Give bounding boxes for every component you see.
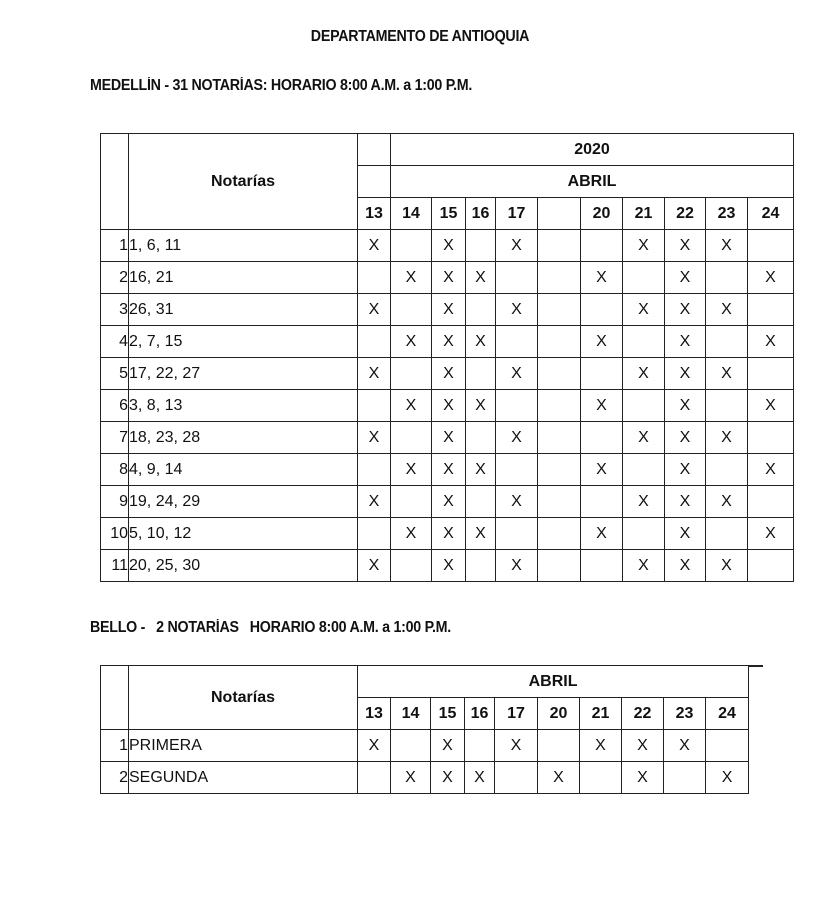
schedule-mark: X: [466, 454, 496, 486]
schedule-mark: [706, 518, 748, 550]
schedule-mark: [748, 422, 794, 454]
schedule-mark: [581, 422, 623, 454]
header-empty-cell: [358, 166, 391, 198]
schedule-mark: X: [748, 390, 794, 422]
schedule-mark: X: [623, 358, 665, 390]
schedule-mark: [581, 230, 623, 262]
schedule-mark: [581, 294, 623, 326]
schedule-mark: X: [465, 762, 495, 794]
schedule-mark: [358, 262, 391, 294]
day-header: 24: [748, 198, 794, 230]
table-row: [101, 422, 794, 454]
schedule-mark: X: [706, 230, 748, 262]
schedule-mark: X: [623, 294, 665, 326]
schedule-mark: X: [706, 358, 748, 390]
schedule-mark: [391, 358, 432, 390]
medellin-heading: MEDELLÍN - 31 NOTARÍAS: HORARIO 8:00 A.M. a 1:00 P.M.: [90, 77, 473, 94]
schedule-mark: X: [358, 730, 391, 762]
notaria-name: 1, 6, 11: [129, 230, 358, 262]
schedule-mark: [581, 358, 623, 390]
schedule-mark: X: [432, 454, 466, 486]
header-notarias: Notarías: [129, 666, 358, 730]
schedule-mark: X: [358, 486, 391, 518]
schedule-mark: X: [496, 550, 538, 582]
schedule-mark: X: [748, 326, 794, 358]
schedule-mark: [538, 358, 581, 390]
header-year: 2020: [391, 134, 794, 166]
schedule-mark: X: [581, 326, 623, 358]
day-header: [538, 198, 581, 230]
schedule-mark: X: [391, 762, 431, 794]
schedule-mark: X: [496, 358, 538, 390]
schedule-mark: X: [432, 294, 466, 326]
schedule-mark: [748, 294, 794, 326]
table-row: [101, 390, 794, 422]
schedule-mark: [623, 326, 665, 358]
schedule-mark: X: [665, 518, 706, 550]
header-row-month: [101, 666, 749, 698]
schedule-mark: [538, 550, 581, 582]
schedule-mark: [538, 486, 581, 518]
schedule-mark: X: [665, 390, 706, 422]
schedule-mark: X: [358, 550, 391, 582]
header-num-cell: [101, 134, 129, 230]
schedule-mark: [466, 486, 496, 518]
schedule-mark: [496, 518, 538, 550]
schedule-mark: X: [496, 422, 538, 454]
schedule-mark: [496, 390, 538, 422]
schedule-mark: X: [358, 230, 391, 262]
schedule-mark: [391, 730, 431, 762]
notaria-name: 17, 22, 27: [129, 358, 358, 390]
notaria-name: 26, 31: [129, 294, 358, 326]
schedule-mark: [581, 550, 623, 582]
day-header: 21: [623, 198, 665, 230]
schedule-mark: [391, 230, 432, 262]
schedule-mark: [538, 326, 581, 358]
row-number: 11: [101, 550, 129, 582]
schedule-mark: X: [432, 262, 466, 294]
notaria-name: 20, 25, 30: [129, 550, 358, 582]
schedule-mark: [358, 326, 391, 358]
schedule-mark: X: [391, 454, 432, 486]
day-header: 15: [432, 198, 466, 230]
schedule-mark: X: [706, 550, 748, 582]
row-number: 1: [101, 730, 129, 762]
schedule-mark: X: [623, 422, 665, 454]
row-number: 7: [101, 422, 129, 454]
schedule-mark: [538, 422, 581, 454]
schedule-mark: X: [391, 326, 432, 358]
day-header: 14: [391, 198, 432, 230]
schedule-mark: [748, 486, 794, 518]
notaria-name: 4, 9, 14: [129, 454, 358, 486]
schedule-mark: X: [495, 730, 538, 762]
medellin-schedule-table: [100, 133, 794, 582]
schedule-mark: X: [622, 762, 664, 794]
schedule-mark: X: [581, 454, 623, 486]
schedule-mark: X: [391, 262, 432, 294]
schedule-mark: X: [466, 518, 496, 550]
schedule-mark: X: [358, 358, 391, 390]
schedule-mark: [391, 550, 432, 582]
schedule-mark: X: [665, 422, 706, 454]
schedule-mark: X: [748, 262, 794, 294]
schedule-mark: X: [391, 390, 432, 422]
schedule-mark: X: [623, 230, 665, 262]
schedule-mark: X: [432, 486, 466, 518]
schedule-mark: X: [432, 518, 466, 550]
schedule-mark: X: [581, 518, 623, 550]
schedule-mark: [391, 294, 432, 326]
schedule-mark: [706, 262, 748, 294]
schedule-mark: [358, 762, 391, 794]
schedule-mark: X: [432, 326, 466, 358]
schedule-mark: [664, 762, 706, 794]
schedule-mark: X: [496, 230, 538, 262]
day-header: 16: [465, 698, 495, 730]
row-number: 9: [101, 486, 129, 518]
schedule-mark: X: [665, 230, 706, 262]
schedule-mark: [496, 326, 538, 358]
day-header: 23: [706, 198, 748, 230]
schedule-mark: X: [391, 518, 432, 550]
schedule-mark: [538, 262, 581, 294]
table-row: [101, 358, 794, 390]
schedule-mark: [706, 326, 748, 358]
schedule-mark: [496, 262, 538, 294]
table-row: [101, 762, 749, 794]
schedule-mark: X: [706, 486, 748, 518]
notaria-name: 18, 23, 28: [129, 422, 358, 454]
schedule-mark: [706, 454, 748, 486]
schedule-mark: [706, 390, 748, 422]
schedule-mark: X: [622, 730, 664, 762]
notaria-name: 3, 8, 13: [129, 390, 358, 422]
schedule-mark: X: [665, 262, 706, 294]
schedule-mark: X: [432, 358, 466, 390]
schedule-mark: X: [581, 390, 623, 422]
table-row: [101, 294, 794, 326]
schedule-mark: X: [665, 358, 706, 390]
schedule-mark: [623, 262, 665, 294]
schedule-mark: [538, 390, 581, 422]
row-number: 2: [101, 262, 129, 294]
notaria-name: 19, 24, 29: [129, 486, 358, 518]
table-row: [101, 454, 794, 486]
day-header: 13: [358, 198, 391, 230]
notaria-name: 2, 7, 15: [129, 326, 358, 358]
schedule-mark: X: [358, 294, 391, 326]
day-header: 16: [466, 198, 496, 230]
schedule-mark: X: [538, 762, 580, 794]
header-row-year: [101, 134, 794, 166]
schedule-mark: X: [665, 454, 706, 486]
day-header: 17: [496, 198, 538, 230]
schedule-mark: [623, 390, 665, 422]
day-header: 20: [538, 698, 580, 730]
table-row: [101, 518, 794, 550]
schedule-mark: [748, 358, 794, 390]
table-border-line: [748, 665, 763, 667]
row-number: 1: [101, 230, 129, 262]
row-number: 2: [101, 762, 129, 794]
schedule-mark: [466, 358, 496, 390]
schedule-mark: [465, 730, 495, 762]
table-row: [101, 730, 749, 762]
header-month: ABRIL: [391, 166, 794, 198]
document-title: DEPARTAMENTO DE ANTIOQUIA: [310, 28, 530, 45]
schedule-mark: [466, 422, 496, 454]
header-num-cell: [101, 666, 129, 730]
schedule-mark: X: [706, 762, 749, 794]
row-number: 10: [101, 518, 129, 550]
table-row: [101, 486, 794, 518]
table-row: [101, 262, 794, 294]
schedule-mark: [466, 230, 496, 262]
schedule-mark: [580, 762, 622, 794]
header-empty-cell: [358, 134, 391, 166]
row-number: 8: [101, 454, 129, 486]
schedule-mark: X: [748, 454, 794, 486]
bello-heading: BELLO - 2 NOTARÍAS HORARIO 8:00 A.M. a 1:00 P.M.: [90, 619, 451, 636]
table-row: [101, 550, 794, 582]
schedule-mark: X: [466, 326, 496, 358]
schedule-mark: [581, 486, 623, 518]
schedule-mark: [706, 730, 749, 762]
day-header: 22: [622, 698, 664, 730]
day-header: 22: [665, 198, 706, 230]
table-row: [101, 326, 794, 358]
schedule-mark: X: [748, 518, 794, 550]
notaria-name: PRIMERA: [129, 730, 358, 762]
schedule-mark: X: [432, 422, 466, 454]
schedule-mark: [623, 454, 665, 486]
schedule-mark: [538, 518, 581, 550]
schedule-mark: X: [496, 294, 538, 326]
schedule-mark: [466, 550, 496, 582]
schedule-mark: X: [496, 486, 538, 518]
day-header: 21: [580, 698, 622, 730]
schedule-mark: [623, 518, 665, 550]
schedule-mark: X: [431, 730, 465, 762]
schedule-mark: X: [466, 390, 496, 422]
schedule-mark: [495, 762, 538, 794]
schedule-mark: [496, 454, 538, 486]
schedule-mark: [391, 422, 432, 454]
schedule-mark: X: [432, 390, 466, 422]
schedule-mark: X: [665, 326, 706, 358]
schedule-mark: [466, 294, 496, 326]
schedule-mark: X: [358, 422, 391, 454]
schedule-mark: X: [581, 262, 623, 294]
schedule-mark: [538, 294, 581, 326]
notaria-name: 16, 21: [129, 262, 358, 294]
header-notarias: Notarías: [129, 134, 358, 230]
schedule-mark: [391, 486, 432, 518]
schedule-mark: X: [431, 762, 465, 794]
schedule-mark: X: [664, 730, 706, 762]
schedule-mark: X: [580, 730, 622, 762]
day-header: 20: [581, 198, 623, 230]
day-header: 24: [706, 698, 749, 730]
day-header: 15: [431, 698, 465, 730]
notaria-name: SEGUNDA: [129, 762, 358, 794]
schedule-mark: X: [466, 262, 496, 294]
schedule-mark: [538, 730, 580, 762]
day-header: 17: [495, 698, 538, 730]
header-month: ABRIL: [358, 666, 749, 698]
schedule-mark: X: [665, 294, 706, 326]
schedule-mark: [538, 230, 581, 262]
schedule-mark: X: [623, 486, 665, 518]
schedule-mark: X: [432, 230, 466, 262]
schedule-mark: [748, 550, 794, 582]
schedule-mark: [358, 454, 391, 486]
schedule-mark: [358, 518, 391, 550]
row-number: 6: [101, 390, 129, 422]
row-number: 4: [101, 326, 129, 358]
schedule-mark: X: [706, 422, 748, 454]
schedule-mark: X: [665, 486, 706, 518]
bello-schedule-table: [100, 665, 749, 794]
schedule-mark: [748, 230, 794, 262]
schedule-mark: X: [665, 550, 706, 582]
schedule-mark: [358, 390, 391, 422]
schedule-mark: X: [432, 550, 466, 582]
row-number: 5: [101, 358, 129, 390]
notaria-name: 5, 10, 12: [129, 518, 358, 550]
schedule-mark: X: [706, 294, 748, 326]
schedule-mark: [538, 454, 581, 486]
table-row: [101, 230, 794, 262]
row-number: 3: [101, 294, 129, 326]
day-header: 13: [358, 698, 391, 730]
schedule-mark: X: [623, 550, 665, 582]
day-header: 23: [664, 698, 706, 730]
day-header: 14: [391, 698, 431, 730]
